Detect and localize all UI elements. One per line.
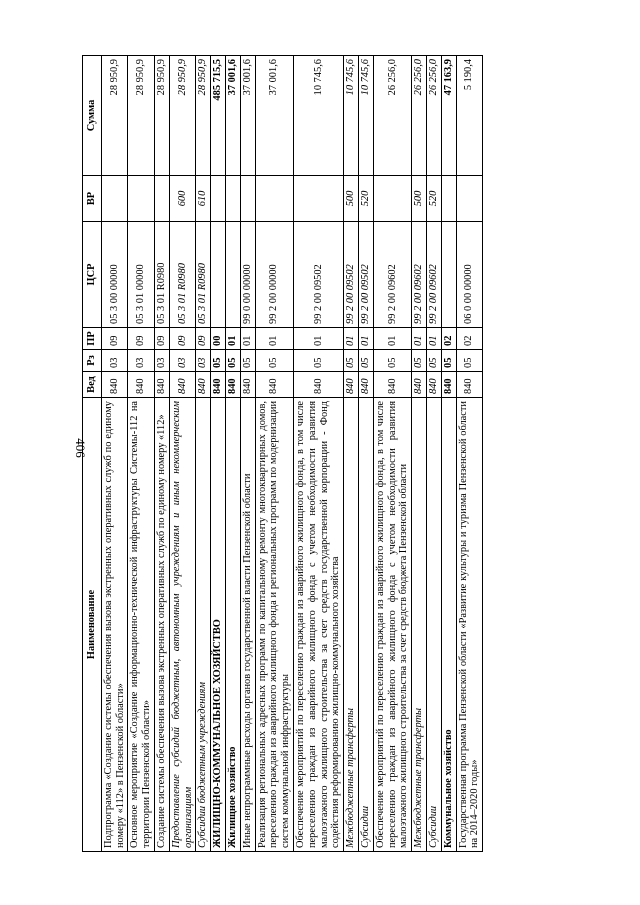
cell-pr: 09 — [154, 328, 169, 350]
cell-sum: 10 745,6 — [293, 56, 343, 176]
table-row — [240, 56, 255, 852]
cell-pr: 00 — [211, 328, 226, 350]
cell-name: Предоставление субсидий бюджетным, автономным учреждениям и иным некоммерческим организациям — [169, 398, 196, 852]
header-vr: ВР — [83, 176, 102, 222]
cell-pr: 01 — [344, 328, 359, 350]
cell-rz: 05 — [255, 350, 293, 372]
cell-sum: 37 001,6 — [240, 56, 255, 176]
cell-rz: 03 — [101, 350, 128, 372]
cell-csr: 05 3 01 00000 — [128, 222, 155, 328]
cell-csr: 99 2 00 09602 — [412, 222, 427, 328]
cell-name: Субсидии — [426, 398, 441, 852]
cell-rz: 03 — [128, 350, 155, 372]
cell-sum: 26 256,0 — [412, 56, 427, 176]
cell-name: Создание системы обеспечения вызова экстренных оперативных служб по единому номеру «112» — [154, 398, 169, 852]
cell-sum: 37 001,6 — [255, 56, 293, 176]
cell-rz: 03 — [196, 350, 211, 372]
table-row — [412, 56, 427, 852]
cell-vr — [456, 176, 483, 222]
table-row — [255, 56, 293, 852]
cell-ved: 840 — [211, 372, 226, 398]
cell-pr: 02 — [441, 328, 456, 350]
cell-vr: 500 — [412, 176, 427, 222]
cell-sum: 485 715,5 — [211, 56, 226, 176]
cell-csr: 99 2 00 00000 — [255, 222, 293, 328]
header-ved: Вед — [83, 372, 102, 398]
cell-ved: 840 — [426, 372, 441, 398]
page-number: 406 — [73, 438, 88, 458]
header-rz: Рз — [83, 350, 102, 372]
cell-sum: 47 163,9 — [441, 56, 456, 176]
cell-ved: 840 — [128, 372, 155, 398]
cell-sum: 28 950,9 — [128, 56, 155, 176]
cell-sum: 26 256,0 — [373, 56, 411, 176]
cell-ved: 840 — [255, 372, 293, 398]
cell-csr: 05 3 01 R0980 — [196, 222, 211, 328]
cell-vr — [101, 176, 128, 222]
table-row — [101, 56, 128, 852]
cell-rz: 05 — [441, 350, 456, 372]
cell-name: Иные непрограммные расходы органов государственной власти Пензенской области — [240, 398, 255, 852]
cell-name: Субсидии — [358, 398, 373, 852]
table-header-row — [83, 56, 102, 852]
cell-ved: 840 — [169, 372, 196, 398]
cell-sum: 10 745,6 — [344, 56, 359, 176]
cell-pr: 02 — [456, 328, 483, 350]
table-row — [358, 56, 373, 852]
header-sum: Сумма — [83, 56, 102, 176]
cell-ved: 840 — [240, 372, 255, 398]
table-row — [344, 56, 359, 852]
cell-vr — [373, 176, 411, 222]
cell-ved: 840 — [196, 372, 211, 398]
cell-ved: 840 — [101, 372, 128, 398]
cell-csr — [225, 222, 240, 328]
cell-pr: 01 — [412, 328, 427, 350]
cell-csr: 99 0 00 00000 — [240, 222, 255, 328]
table-body — [101, 56, 482, 852]
table-row — [225, 56, 240, 852]
budget-table-frame — [82, 56, 566, 852]
cell-ved: 840 — [293, 372, 343, 398]
cell-rz: 05 — [225, 350, 240, 372]
cell-name: Жилищное хозяйство — [225, 398, 240, 852]
cell-ved: 840 — [358, 372, 373, 398]
cell-name: Обеспечение мероприятий по переселению граждан из аварийного жилищного фонда, в том числе переселению граждан из аварийного жилищного фонда с учетом необходимости развития малоэтажного жилищного строительства за счет средств государственной корпорации - Фонд содействия реформированию жилищно-коммунального хозяйства — [293, 398, 343, 852]
cell-vr — [441, 176, 456, 222]
cell-vr: 600 — [169, 176, 196, 222]
cell-csr: 05 3 01 R0980 — [154, 222, 169, 328]
header-pr: ПР — [83, 328, 102, 350]
cell-sum: 28 950,9 — [169, 56, 196, 176]
cell-vr — [240, 176, 255, 222]
table-row — [128, 56, 155, 852]
cell-vr — [293, 176, 343, 222]
cell-csr: 05 3 01 R0980 — [169, 222, 196, 328]
cell-sum: 28 950,9 — [196, 56, 211, 176]
cell-ved: 840 — [373, 372, 411, 398]
budget-table — [82, 55, 483, 852]
cell-vr: 520 — [358, 176, 373, 222]
header-csr: ЦСР — [83, 222, 102, 328]
cell-pr: 09 — [128, 328, 155, 350]
table-row — [211, 56, 226, 852]
table-row — [426, 56, 441, 852]
cell-csr: 99 2 00 09602 — [373, 222, 411, 328]
cell-sum: 26 256,0 — [426, 56, 441, 176]
header-name: Наименование — [83, 398, 102, 852]
table-row — [441, 56, 456, 852]
cell-rz: 03 — [169, 350, 196, 372]
cell-vr — [255, 176, 293, 222]
cell-pr: 01 — [426, 328, 441, 350]
cell-pr: 01 — [373, 328, 411, 350]
cell-name: Подпрограмма «Создание системы обеспечения вызова экстренных оперативных служб по единому номеру «112» в Пензенской области» — [101, 398, 128, 852]
cell-name: Государственная программа Пензенской области «Развитие культуры и туризма Пензенской области на 2014–2020 годы» — [456, 398, 483, 852]
cell-name: Межбюджетные трансферты — [412, 398, 427, 852]
cell-pr: 01 — [293, 328, 343, 350]
cell-csr: 05 3 00 00000 — [101, 222, 128, 328]
cell-ved: 840 — [456, 372, 483, 398]
cell-name: Обеспечение мероприятий по переселению граждан из аварийного жилищного фонда, в том числе переселению граждан из аварийного жилищного фонда с учетом необходимости развития малоэтажного жилищного строительства за счет средств бюджета Пензенской области — [373, 398, 411, 852]
cell-vr — [128, 176, 155, 222]
cell-vr: 610 — [196, 176, 211, 222]
table-row — [169, 56, 196, 852]
cell-csr: 99 2 00 09602 — [426, 222, 441, 328]
cell-csr: 99 2 00 09502 — [344, 222, 359, 328]
cell-rz: 05 — [358, 350, 373, 372]
cell-pr: 01 — [255, 328, 293, 350]
cell-name: Реализация региональных адресных программ по капитальному ремонту многоквартирных домов, переселению граждан из аварийного жилищного фонда и региональных программ по модернизации систем коммунальной инфраструктуры — [255, 398, 293, 852]
cell-vr: 520 — [426, 176, 441, 222]
cell-pr: 09 — [169, 328, 196, 350]
cell-pr: 01 — [358, 328, 373, 350]
cell-vr — [225, 176, 240, 222]
cell-name: Основное мероприятие «Создание информационно-технической инфраструктуры Системы-112 на территории Пензенской области» — [128, 398, 155, 852]
table-row — [196, 56, 211, 852]
cell-rz: 05 — [293, 350, 343, 372]
cell-name: Субсидии бюджетным учреждениям — [196, 398, 211, 852]
cell-rz: 05 — [211, 350, 226, 372]
cell-csr: 99 2 00 09502 — [358, 222, 373, 328]
cell-rz: 05 — [344, 350, 359, 372]
table-row — [293, 56, 343, 852]
cell-ved: 840 — [441, 372, 456, 398]
cell-csr: 99 2 00 09502 — [293, 222, 343, 328]
cell-csr: 06 0 00 00000 — [456, 222, 483, 328]
cell-name: Коммунальное хозяйство — [441, 398, 456, 852]
table-row — [154, 56, 169, 852]
cell-pr: 01 — [225, 328, 240, 350]
table-row — [456, 56, 483, 852]
cell-pr: 01 — [240, 328, 255, 350]
cell-ved: 840 — [412, 372, 427, 398]
cell-sum: 28 950,9 — [154, 56, 169, 176]
cell-sum: 10 745,6 — [358, 56, 373, 176]
cell-ved: 840 — [344, 372, 359, 398]
cell-pr: 09 — [196, 328, 211, 350]
cell-ved: 840 — [154, 372, 169, 398]
cell-sum: 37 001,6 — [225, 56, 240, 176]
cell-vr — [154, 176, 169, 222]
cell-rz: 05 — [240, 350, 255, 372]
cell-rz: 03 — [154, 350, 169, 372]
cell-csr — [211, 222, 226, 328]
cell-vr — [211, 176, 226, 222]
cell-vr: 500 — [344, 176, 359, 222]
cell-sum: 5 190,4 — [456, 56, 483, 176]
cell-ved: 840 — [225, 372, 240, 398]
cell-rz: 05 — [426, 350, 441, 372]
cell-rz: 05 — [373, 350, 411, 372]
cell-sum: 28 950,9 — [101, 56, 128, 176]
cell-rz: 05 — [456, 350, 483, 372]
cell-pr: 09 — [101, 328, 128, 350]
cell-name: Межбюджетные трансферты — [344, 398, 359, 852]
cell-rz: 05 — [412, 350, 427, 372]
cell-csr — [441, 222, 456, 328]
table-row — [373, 56, 411, 852]
cell-name: ЖИЛИЩНО-КОММУНАЛЬНОЕ ХОЗЯЙСТВО — [211, 398, 226, 852]
